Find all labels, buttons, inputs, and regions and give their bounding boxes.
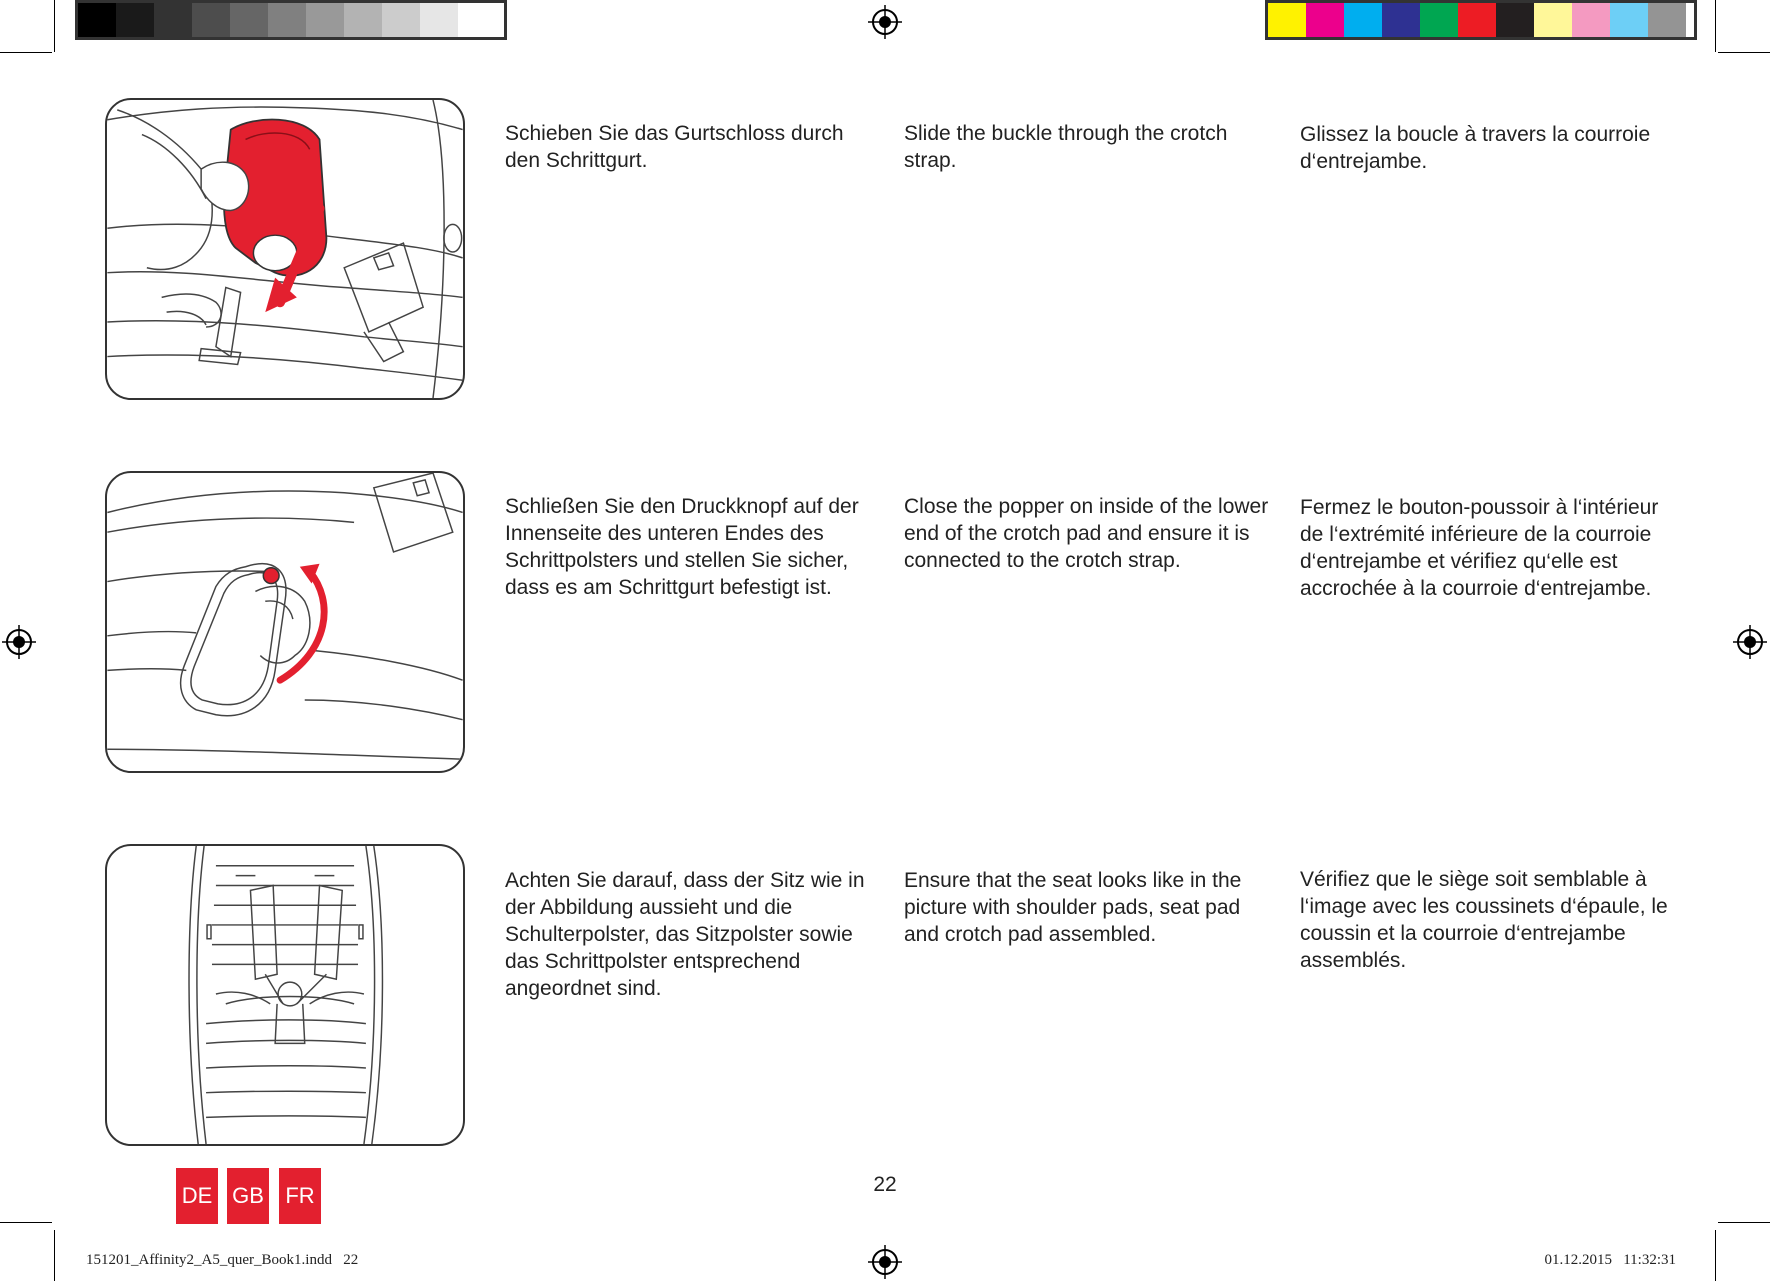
- gray-swatch-3: [192, 3, 230, 37]
- step-2-illustration: [105, 471, 465, 773]
- crop-mark: [0, 1222, 52, 1223]
- step-3-text-fr: Vérifiez que le siège soit semblable à l‘image avec les coussinets d‘épaule, le coussin et la courroie d‘entrejambe assemblés.: [1300, 868, 1668, 972]
- registration-mark-icon: [868, 1245, 902, 1279]
- gray-swatch-4: [230, 3, 268, 37]
- language-tab-fr: FR: [279, 1168, 321, 1224]
- step-3-illustration: [105, 844, 465, 1146]
- color-swatch-5: [1458, 3, 1496, 37]
- step-1-text-fr: Glissez la boucle à travers la courroie d‘entrejambe.: [1300, 123, 1651, 173]
- gray-swatch-5: [268, 3, 306, 37]
- step-2-text-de: Schließen Sie den Druckknopf auf der Innenseite des unteren Endes des Schrittpolsters und stellen Sie sicher, dass es am Schrittgurt befestigt ist.: [505, 495, 859, 599]
- step-3-text-de: Achten Sie darauf, dass der Sitz wie in der Abbildung aussieht und die Schulterpolster, das Sitzpolster sowie das Schrittpolster entsprechend angeordnet sind.: [505, 869, 865, 1000]
- color-swatch-4: [1420, 3, 1458, 37]
- gray-swatch-8: [382, 3, 420, 37]
- language-tab-de: DE: [176, 1168, 218, 1224]
- gray-swatch-2: [154, 3, 192, 37]
- color-swatch-0: [1268, 3, 1306, 37]
- crop-mark: [1715, 0, 1716, 52]
- crop-mark: [1715, 1230, 1716, 1281]
- gray-swatch-6: [306, 3, 344, 37]
- step-2-text-gb: Close the popper on inside of the lower end of the crotch pad and ensure it is connected to the crotch strap.: [904, 495, 1269, 572]
- color-swatch-2: [1344, 3, 1382, 37]
- gray-swatch-7: [344, 3, 382, 37]
- step-1-illustration: [105, 98, 465, 400]
- crop-mark: [0, 52, 52, 53]
- page-number: 22: [873, 1173, 897, 1196]
- color-calibration-bar: [1265, 0, 1697, 40]
- step-3-text-gb: Ensure that the seat looks like in the picture with shoulder pads, seat pad and crotch pad assembled.: [904, 869, 1242, 946]
- color-swatch-8: [1572, 3, 1610, 37]
- gray-swatch-10: [458, 3, 496, 37]
- language-tab-gb: GB: [227, 1168, 269, 1224]
- registration-mark-icon: [2, 625, 36, 659]
- color-swatch-6: [1496, 3, 1534, 37]
- seat-illustration-icon: [107, 846, 463, 1144]
- crop-mark: [54, 0, 55, 52]
- crop-mark: [1718, 52, 1770, 53]
- popper-illustration-icon: [107, 473, 463, 771]
- color-swatch-3: [1382, 3, 1420, 37]
- registration-mark-icon: [1733, 625, 1767, 659]
- step-1-text-gb: Slide the buckle through the crotch strap.: [904, 122, 1228, 172]
- grayscale-calibration-bar: [75, 0, 507, 40]
- crop-mark: [54, 1230, 55, 1281]
- color-swatch-7: [1534, 3, 1572, 37]
- color-swatch-9: [1610, 3, 1648, 37]
- color-swatch-10: [1648, 3, 1686, 37]
- crop-mark: [1718, 1222, 1770, 1223]
- registration-mark-icon: [868, 5, 902, 39]
- gray-swatch-0: [78, 3, 116, 37]
- color-swatch-1: [1306, 3, 1344, 37]
- step-1-text-de: Schieben Sie das Gurtschloss durch den Schrittgurt.: [505, 122, 844, 172]
- step-2-text-fr: Fermez le bouton-poussoir à l‘intérieur de l‘extrémité inférieure de la courroie d‘entrejambe et vérifiez qu‘elle est accrochée à la courroie d‘entrejambe.: [1300, 496, 1659, 600]
- slug-filename: 151201_Affinity2_A5_quer_Book1.indd 22: [86, 1252, 359, 1268]
- buckle-illustration-icon: [107, 100, 463, 398]
- gray-swatch-1: [116, 3, 154, 37]
- slug-datetime: 01.12.2015 11:32:31: [1544, 1252, 1676, 1268]
- gray-swatch-9: [420, 3, 458, 37]
